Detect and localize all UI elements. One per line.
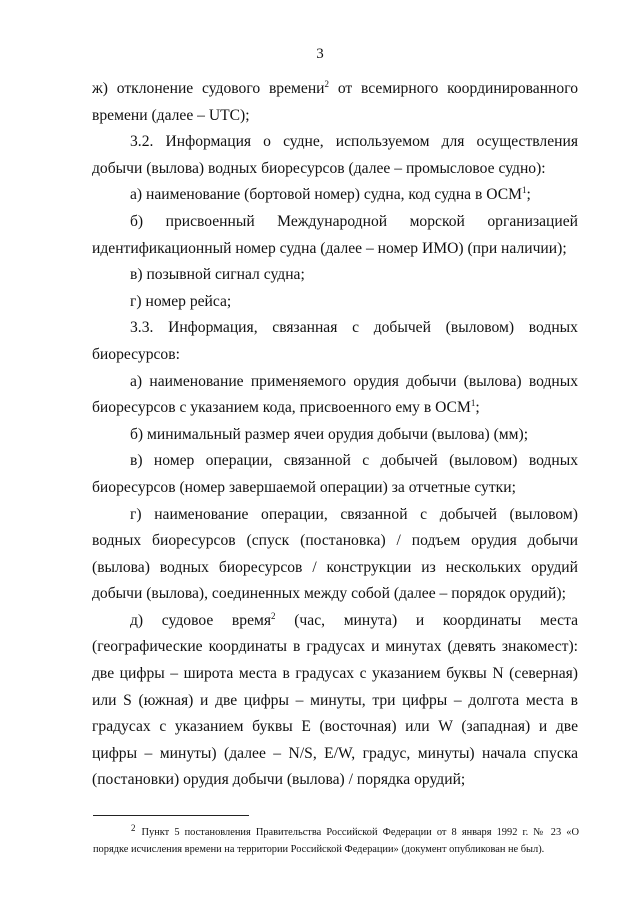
paragraph-operation-number: в) номер операции, связанной с добычей (выловом) водных биоресурсов (номер завершаемой операции) за отчетные сутки; (92, 452, 578, 496)
footnote-ref: 1 (521, 185, 527, 196)
paragraph-gear-name-text: а) наименование применяемого орудия добычи (вылова) водных биоресурсов с указанием кода, присвоенного ему в ОСМ (92, 372, 578, 417)
paragraph-ship-time-part1: д) судовое время (130, 611, 272, 629)
word: связанная (272, 319, 338, 337)
paragraph-zh-part2: от всемирного координированного времени (далее – UTC); (92, 80, 579, 124)
paragraph-vessel-name (92, 182, 578, 209)
document-body (92, 76, 578, 794)
footnote-ref: 2 (324, 78, 330, 89)
paragraph-gear-name-end: ; (475, 399, 480, 417)
word: морской (409, 212, 465, 230)
paragraph-imo-line2: идентификационный номер судна (далее – номер ИМО) (при наличии); (92, 239, 567, 257)
word: присвоенный (165, 212, 255, 230)
paragraph-zh (92, 76, 578, 129)
paragraph-gear-name (92, 369, 578, 422)
paragraph-vessel-name-end: ; (526, 186, 531, 204)
paragraph-call-sign: в) позывной сигнал судна; (130, 266, 305, 284)
word: водных (528, 319, 578, 337)
footnote-ref: 2 (271, 610, 276, 621)
paragraph-ship-time (92, 608, 578, 794)
footnote (93, 824, 579, 858)
footnote-divider (93, 815, 249, 816)
paragraph-operation-name: г) наименование операции, связанной с добычей (выловом) водных биоресурсов (спуск (постановка) / подъем орудия добычи (вылова) водных биоресурсов / конструкции из нескольких орудий добычи (вылова), соединенных между собой (далее – порядок орудий); (92, 505, 578, 603)
footnote-ref: 1 (470, 397, 476, 408)
footnote-text: Пункт 5 постановления Правительства Российской Федерации от 8 января 1992 г. № 23 «О порядке исчисления времени на территории Российской Федерации» (документ опубликован не был). (93, 827, 579, 855)
word: (выловом) (445, 319, 515, 337)
paragraph-3-3-line2: биоресурсов: (92, 345, 180, 363)
paragraph-ship-time-part2: (час, минута) и координаты места (географические координаты в градусах и минутах (девять знакомест): две цифры – широта места в градусах с указанием буквы N (северная) или S (южная) и две цифры – минуты, три цифры – долгота места в градусах с указанием буквы E (восточная) или W (западная) и две цифры – минуты) (далее – N/S, E/W, градус, минуты) начала спуска (постановки) орудия добычи (вылова) / порядка орудий; (92, 611, 578, 789)
paragraph-3-3-line1 (92, 315, 578, 342)
paragraph-trip-number: г) номер рейса; (130, 292, 232, 310)
paragraph-3-2: 3.2. Информация о судне, используемом для осуществления добычи (вылова) водных биоресурсов (далее – промысловое судно): (92, 133, 578, 177)
word: организацией (487, 212, 578, 230)
paragraph-imo-line1 (92, 209, 578, 236)
paragraph-mesh-size: б) минимальный размер ячеи орудия добычи (вылова) (мм); (130, 425, 529, 443)
word: с (352, 319, 360, 337)
footnote-mark: 2 (131, 822, 136, 833)
word: добычей (373, 319, 431, 337)
word: Информация, (168, 319, 258, 337)
word: 3.3. (130, 319, 154, 337)
word: б) (130, 212, 144, 230)
paragraph-vessel-name-text: а) наименование (бортовой номер) судна, код судна в ОСМ (130, 186, 522, 204)
paragraph-zh-part1: ж) отклонение судового времени (92, 80, 325, 97)
word: Международной (277, 212, 388, 230)
page-number: 3 (316, 46, 324, 62)
